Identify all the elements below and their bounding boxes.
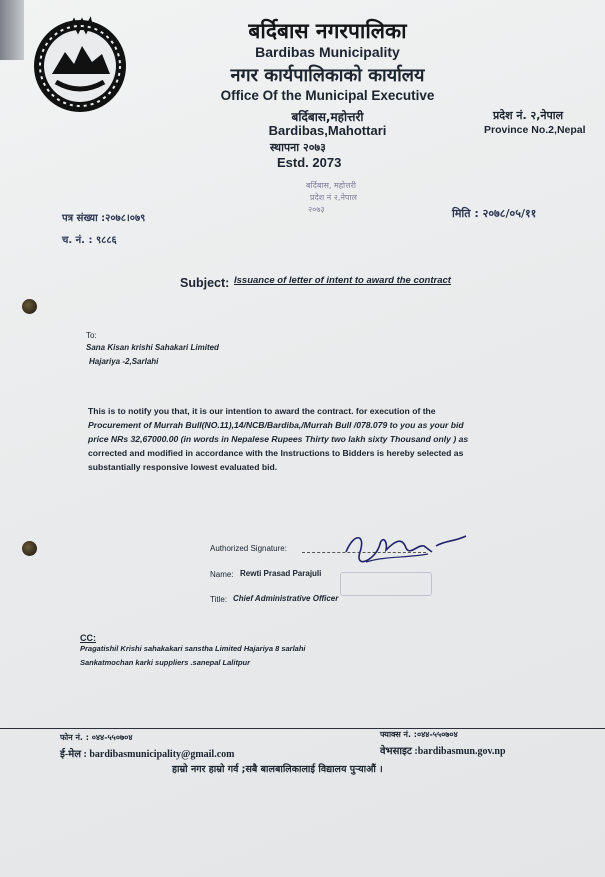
recipient-to-label: To: — [86, 331, 97, 340]
signatory-name-label: Name: — [210, 570, 234, 579]
signature-stamp — [340, 572, 432, 596]
footer-website[interactable]: वेभसाइट :bardibasmun.gov.np — [380, 746, 506, 757]
footer-phone: फोन नं. : ०४४-५५०७०४ — [60, 733, 133, 742]
eng-estd: Estd. 2073 — [277, 155, 342, 170]
recipient-name: Sana Kisan krishi Sahakari Limited — [86, 343, 219, 352]
stamp-line: प्रदेश नं २,नेपाल — [310, 193, 357, 202]
eng-municipality-title: Bardibas Municipality — [255, 44, 400, 60]
body-line: price NRs 32,67000.00 (in words in Nepalese Rupees Thirty two lakh sixty Thousand only ) as — [88, 434, 469, 444]
eng-location: Bardibas,Mahottari — [268, 123, 387, 138]
footer-divider — [0, 728, 605, 729]
subject-label: Subject: — [180, 276, 230, 290]
body-line: Procurement of Murrah Bull(NO.11),14/NCB/Bardiba,/Murrah Bull /078.079 to you as your bid — [88, 420, 464, 430]
signatory-title-label: Title: — [210, 595, 228, 604]
cc-line: Pragatishil Krishi sahakakari sanstha Limited Hajariya 8 sarlahi — [80, 644, 306, 653]
stamp-line: बर्दिबास, महोत्तरी — [306, 181, 356, 190]
nep-office-title: नगर कार्यपालिकाको कार्यालय — [230, 65, 425, 86]
eng-province: Province No.2,Nepal — [484, 124, 586, 136]
letter-date: मिति : २०७८/०५/११ — [452, 207, 537, 220]
nep-location: बर्दिबास,महोत्तरी — [291, 110, 364, 124]
binder-hole — [22, 541, 37, 556]
municipality-logo — [30, 16, 130, 116]
dispatch-number: च. नं. : ९८८६ — [62, 235, 117, 246]
footer-email[interactable]: ई-मेल : bardibasmunicipality@gmail.com — [60, 749, 235, 760]
letter-number: पत्र संख्या :२०७८।०७९ — [62, 213, 146, 224]
handwritten-signature — [336, 522, 476, 570]
body-line: substantially responsive lowest evaluated bid. — [88, 462, 278, 472]
recipient-address: Hajariya -2,Sarlahi — [89, 357, 159, 366]
eng-office-title: Office Of the Municipal Executive — [220, 88, 435, 103]
nep-province: प्रदेश नं. २,नेपाल — [493, 109, 564, 122]
signatory-title: Chief Administrative Officer — [233, 594, 339, 603]
signatory-name: Rewti Prasad Parajuli — [240, 569, 322, 578]
nep-municipality-title: बर्दिबास नगरपालिका — [248, 19, 407, 43]
subject-text: Issuance of letter of intent to award the contract — [234, 275, 451, 286]
footer-slogan: हाम्रो नगर हाम्रो गर्व ;सबै बालबालिकालाई विद्यालय पुऱ्याऔं । — [172, 764, 383, 775]
cc-label: CC: — [80, 633, 96, 643]
stamp-line: २०७३ — [308, 205, 325, 214]
footer-fax: फ्याक्स नं. :०४४-५५०७०४ — [380, 730, 458, 739]
cc-line: Sankatmochan karki suppliers .sanepal Lalitpur — [80, 658, 251, 667]
body-line: This is to notify you that, it is our intention to award the contract. for execution of the — [88, 406, 436, 416]
nep-estd: स्थापना २०७३ — [270, 141, 326, 154]
authorized-signature-label: Authorized Signature: — [210, 544, 287, 553]
page-shadow — [0, 0, 24, 60]
body-line: corrected and modified in accordance with the Instructions to Bidders is hereby selected as — [88, 448, 464, 458]
binder-hole — [22, 299, 37, 314]
